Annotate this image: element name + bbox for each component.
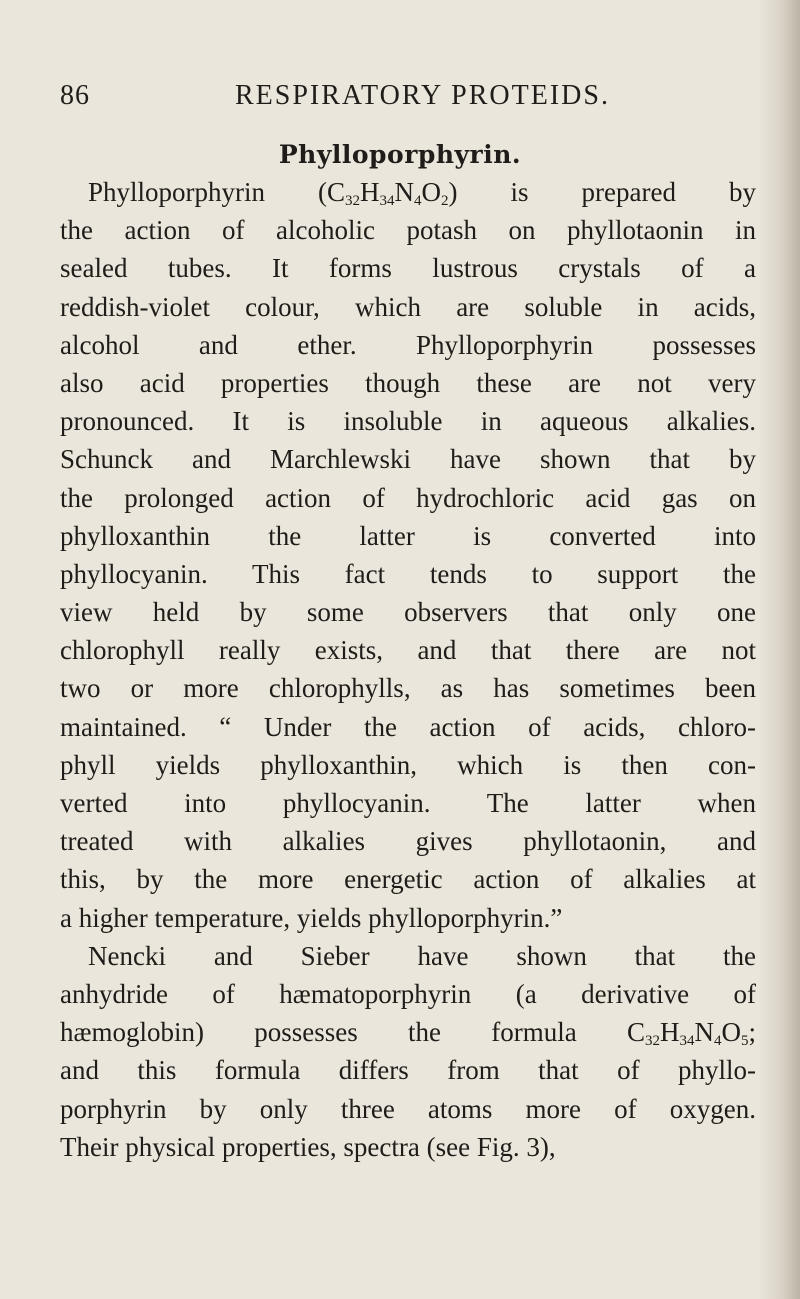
text-line bbox=[60, 899, 756, 937]
text-segment: two or more chlorophylls, as has sometimes been bbox=[60, 673, 756, 704]
formula-subscript: 32 bbox=[644, 1033, 660, 1050]
formula-subscript: 2 bbox=[441, 193, 449, 209]
text-line bbox=[60, 517, 756, 555]
text-segment: porphyrin by only three atoms more of oxygen. bbox=[60, 1093, 756, 1124]
text-segment: anhydride of hæmatoporphyrin (a derivative of bbox=[60, 978, 756, 1009]
formula-subscript: 34 bbox=[679, 1033, 695, 1050]
text-line bbox=[60, 555, 756, 593]
text-segment: phyllocyanin. This fact tends to support the bbox=[60, 558, 756, 589]
text-line bbox=[60, 1013, 756, 1051]
text-line bbox=[60, 860, 756, 898]
text-line bbox=[60, 631, 756, 669]
text-line bbox=[60, 822, 756, 860]
text-line bbox=[60, 708, 756, 746]
text-segment: Phylloporphyrin (C bbox=[88, 177, 346, 207]
text-line bbox=[60, 364, 756, 402]
text-line bbox=[60, 669, 756, 707]
formula-subscript: 32 bbox=[345, 193, 361, 209]
text-line bbox=[60, 746, 756, 784]
text-line bbox=[60, 326, 756, 364]
text-segment: the prolonged action of hydrochloric acid gas on bbox=[60, 482, 756, 513]
text-line bbox=[60, 975, 756, 1013]
text-segment: this, by the more energetic action of alkalies at bbox=[60, 864, 756, 895]
text-line bbox=[60, 479, 756, 517]
page-header bbox=[60, 80, 760, 120]
formula-subscript: 4 bbox=[713, 1033, 722, 1050]
text-segment: view held by some observers that only one bbox=[60, 597, 756, 628]
text-segment: phyll yields phylloxanthin, which is then con- bbox=[60, 749, 756, 780]
text-segment: N bbox=[394, 177, 415, 207]
text-line bbox=[60, 402, 756, 440]
text-segment: ; bbox=[748, 1017, 756, 1048]
text-segment: hæmoglobin) possesses the formula C bbox=[60, 1017, 645, 1048]
text-line bbox=[60, 288, 756, 326]
text-segment: a higher temperature, yields phylloporphyrin.” bbox=[60, 902, 563, 933]
text-segment: O bbox=[421, 177, 442, 207]
text-line bbox=[60, 593, 756, 631]
section-title: Phylloporphyrin. bbox=[278, 140, 522, 169]
formula-subscript: 5 bbox=[740, 1033, 749, 1050]
text-line bbox=[60, 249, 756, 287]
text-segment: and this formula differs from that of phyllo- bbox=[60, 1055, 756, 1086]
text-segment: ) is prepared by bbox=[448, 177, 756, 207]
formula-subscript: 4 bbox=[414, 193, 422, 209]
text-segment: phylloxanthin the latter is converted into bbox=[60, 520, 756, 551]
text-segment: reddish-violet colour, which are soluble in acids, bbox=[60, 291, 756, 322]
text-segment: pronounced. It is insoluble in aqueous alkalies. bbox=[60, 406, 756, 437]
running-title: RESPIRATORY PROTEIDS. bbox=[235, 80, 610, 111]
text-segment: the action of alcoholic potash on phyllotaonin in bbox=[60, 215, 756, 246]
text-segment: Nencki and Sieber have shown that the bbox=[88, 940, 756, 971]
text-line bbox=[60, 1128, 756, 1166]
body-text bbox=[60, 173, 756, 1166]
text-segment: H bbox=[659, 1017, 680, 1048]
text-line bbox=[60, 173, 756, 211]
text-segment: verted into phyllocyanin. The latter when bbox=[60, 788, 756, 818]
text-segment: H bbox=[360, 177, 380, 207]
text-segment: treated with alkalies gives phyllotaonin, and bbox=[60, 826, 756, 857]
text-segment: O bbox=[721, 1017, 741, 1048]
text-line bbox=[60, 937, 756, 975]
text-segment: sealed tubes. It forms lustrous crystals of a bbox=[60, 253, 756, 284]
text-line bbox=[60, 1090, 756, 1128]
text-segment: maintained. “ Under the action of acids, chloro- bbox=[60, 711, 756, 742]
text-segment: also acid properties though these are not very bbox=[60, 367, 756, 398]
formula-subscript: 34 bbox=[379, 193, 395, 209]
text-segment: Schunck and Marchlewski have shown that by bbox=[60, 444, 756, 475]
text-segment: Their physical properties, spectra (see Fig. 3), bbox=[60, 1131, 556, 1162]
text-line bbox=[60, 1051, 756, 1089]
page-edge-shadow bbox=[758, 0, 800, 1299]
text-line bbox=[60, 784, 756, 822]
text-segment: alcohol and ether. Phylloporphyrin possesses bbox=[60, 329, 756, 360]
text-segment: N bbox=[694, 1017, 714, 1048]
text-line bbox=[60, 211, 756, 249]
text-line bbox=[60, 440, 756, 478]
page-number: 86 bbox=[60, 80, 90, 111]
text-segment: chlorophyll really exists, and that there are not bbox=[60, 635, 756, 666]
